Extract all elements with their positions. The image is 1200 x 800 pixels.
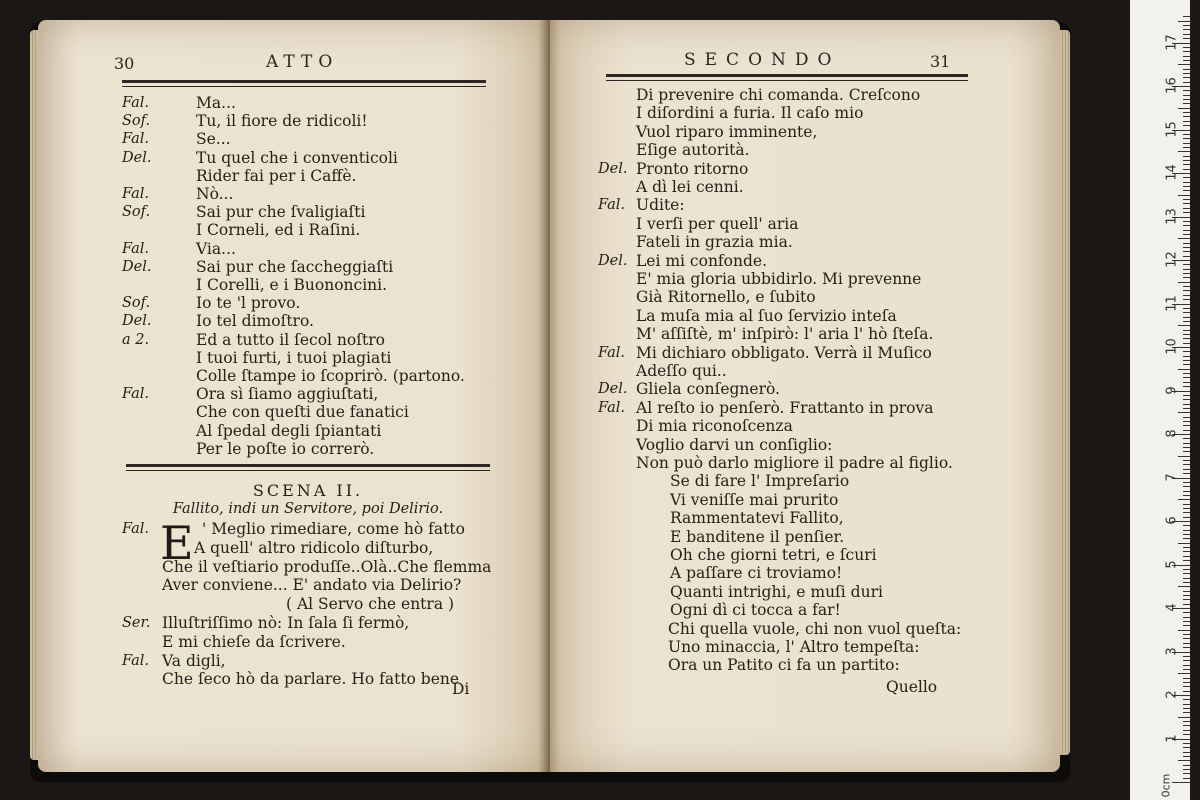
ruler-tick [1183,656,1190,657]
ruler-tick [1183,125,1190,126]
ruler-tick [1183,534,1190,535]
speaker-label: Fal. [598,197,625,214]
ruler-number: 15 [1164,120,1180,138]
ruler-tick [1183,343,1190,344]
verse-line: I diſordini a furia. Il caſo mio [636,104,864,123]
header-rule-thin [606,80,968,81]
ruler-tick [1183,269,1190,270]
ruler-tick [1183,95,1190,96]
ruler-tick [1183,404,1190,405]
ruler-tick [1183,495,1190,496]
ruler-tick [1183,582,1190,583]
speaker-label: Ser. [122,615,151,631]
ruler-tick [1178,717,1190,718]
ruler-tick [1183,360,1190,361]
verse-line: Ma... [196,94,236,112]
ruler-tick [1183,508,1190,509]
ruler-tick [1178,456,1190,457]
ruler-number: 10 [1164,338,1180,355]
ruler-tick [1183,103,1190,104]
ruler-tick [1183,469,1190,470]
verse-line: I verſi per quell' aria [636,214,799,233]
ruler-number: 7 [1164,472,1180,482]
ruler-tick [1178,673,1190,674]
ruler-tick [1178,499,1190,500]
verse-line: M' aſſiſtè, m' inſpirò: l' aria l' hò ſteſa. [636,325,934,344]
ruler-tick [1183,752,1190,753]
ruler-tick [1183,725,1190,726]
ruler-tick [1183,595,1190,596]
ruler-tick [1183,160,1190,161]
ruler-tick [1178,412,1190,413]
ruler-tick [1183,691,1190,692]
ruler-tick [1183,190,1190,191]
verse-line: Che il veſtiario produſſe..Olà..Che flemma [162,557,492,576]
verse-line: Via... [196,239,236,258]
ruler-tick [1183,321,1190,322]
ruler-tick [1183,778,1190,779]
ruler-tick [1183,286,1190,287]
running-header: ATTO [266,52,339,72]
ruler-tick [1183,177,1190,178]
verse-line: Nò... [196,185,234,203]
ruler-tick [1183,199,1190,200]
ruler-tick [1183,69,1190,70]
ruler-tick [1183,686,1190,687]
ruler-tick [1183,356,1190,357]
verse-line: ' Meglio rimediare, come hò fatto [202,520,465,538]
scene-rule-thin [126,470,490,471]
verse-line: Sai pur che ſvaligiaſti [196,203,366,222]
verse-line: Ora sì ſiamo aggiuſtati, [196,385,379,404]
catchword: Quello [886,678,938,696]
verse-line: Non può darlo migliore il padre al figlio. [636,454,953,472]
speaker-label: Fal. [122,386,149,403]
ruler-tick [1183,408,1190,409]
ruler-number: 2 [1164,690,1180,699]
ruler-tick [1183,525,1190,526]
ruler-tick [1183,682,1190,683]
verse-line: Lei mi confonde. [636,251,768,270]
verse-line: Illuſtriſſimo nò: In ſala ſi fermò, [162,614,410,632]
ruler-tick [1183,482,1190,483]
ruler-tick [1183,277,1190,278]
ruler-tick [1183,569,1190,570]
verse-line: Ora un Patito ci fa un partito: [668,656,900,675]
speaker-label: Del. [598,160,628,177]
ruler-tick [1183,743,1190,744]
verse-line: Adeſſo qui.. [636,362,727,380]
ruler-unit-label: 0cm [1159,773,1173,798]
ruler-tick [1183,38,1190,39]
ruler-number: 6 [1164,516,1180,525]
ruler-tick [1183,90,1190,91]
ruler-tick [1183,251,1190,252]
ruler-tick [1183,16,1190,17]
ruler-tick [1183,99,1190,100]
verse-line: Eſige autorità. [636,141,750,160]
ruler-tick [1183,604,1190,605]
speaker-label: Sof. [122,113,151,130]
ruler-tick [1183,734,1190,735]
ruler-tick [1178,369,1190,370]
verse-line: E mi chieſe da ſcrivere. [162,632,346,651]
ruler-tick [1183,221,1190,222]
ruler-number: 16 [1164,77,1180,94]
ruler-tick [1183,430,1190,431]
ruler-tick [1183,512,1190,513]
ruler-tick [1183,34,1190,35]
ruler-tick [1178,630,1190,631]
ruler-tick [1178,282,1190,283]
ruler-tick [1183,186,1190,187]
ruler-tick [1183,182,1190,183]
verse-line: Oh che giorni tetri, e ſcuri [670,546,877,564]
ruler-tick [1183,647,1190,648]
speaker-label: a 2. [122,331,150,348]
page-number: 31 [930,52,951,71]
ruler-tick [1183,203,1190,204]
ruler-tick [1183,634,1190,635]
ruler-tick [1183,678,1190,679]
ruler-tick [1183,399,1190,400]
ruler-tick [1183,417,1190,418]
verse-line: Rider fai per i Caffè. [196,166,357,185]
left-page [38,20,550,772]
speaker-label: Del. [122,258,152,275]
ruler-tick [1183,773,1190,774]
verse-line: Tu, il fiore de ridicoli! [196,112,368,131]
ruler-tick [1183,330,1190,331]
verse-line: Udite: [636,196,685,215]
ruler-tick [1183,551,1190,552]
verse-line: Se... [196,130,231,149]
ruler-tick [1183,591,1190,592]
ruler-tick [1183,464,1190,465]
ruler-tick [1183,547,1190,548]
scene-rule [126,464,490,467]
speaker-label: Fal. [122,521,149,537]
verse-line: A dì lei cenni. [636,178,744,196]
ruler-number: 11 [1164,294,1180,312]
ruler-tick [1178,21,1190,22]
ruler-tick [1183,256,1190,257]
ruler-number: 8 [1164,429,1180,438]
ruler-tick [1183,699,1190,700]
ruler-tick [1183,712,1190,713]
header-rule-thin [122,86,486,87]
ruler-number: 1 [1164,733,1180,743]
ruler-number: 12 [1164,251,1180,268]
verse-line: I Corelli, e i Buononcini. [196,276,388,294]
scene-subtitle: Fallito, indi un Servitore, poi Delirio. [172,501,444,517]
ruler-tick [1183,638,1190,639]
speaker-label: Fal. [598,399,625,416]
verse-line: Che con queſti due fanatici [196,403,409,422]
ruler-tick [1183,156,1190,157]
ruler-tick [1183,382,1190,383]
verse-line: Già Ritornello, e ſubito [636,288,816,307]
verse-line: Vuol riparo imminente, [636,122,818,141]
ruler-tick [1183,447,1190,448]
ruler-tick [1183,247,1190,248]
ruler-tick [1183,756,1190,757]
ruler-tick [1183,486,1190,487]
verse-line: A paſſare ci troviamo! [670,564,843,583]
verse-line: I Corneli, ed i Raſini. [196,221,361,240]
ruler-tick [1178,586,1190,587]
ruler-tick [1183,121,1190,122]
speaker-label: Del. [122,313,152,330]
verse-line: Colle ſtampe io ſcoprirò. (partono. [196,367,465,385]
verse-line: Tu quel che i conventicoli [196,148,398,167]
ruler-tick [1183,473,1190,474]
ruler-tick [1183,82,1190,83]
ruler-tick [1183,560,1190,561]
verse-line: Vi veniſſe mai prurito [670,490,839,509]
ruler-tick [1183,625,1190,626]
verse-line: ( Al Servo che entra ) [286,595,455,614]
ruler-tick [1183,765,1190,766]
verse-line: Per le poſte io correrò. [196,439,375,458]
verse-line: A quell' altro ridicolo diſturbo, [194,538,434,557]
ruler-tick [1183,373,1190,374]
ruler-tick [1172,782,1190,783]
verse-line: Pronto ritorno [636,159,749,178]
ruler-tick [1183,77,1190,78]
scene-title: SCENA II. [252,481,364,500]
ruler-tick [1178,151,1190,152]
ruler-tick [1183,460,1190,461]
verse-line: La muſa mia al ſuo ſervizio inteſa [636,306,897,325]
ruler-tick [1178,238,1190,239]
ruler-tick [1183,578,1190,579]
header-rule [606,74,968,77]
ruler-tick [1178,195,1190,196]
ruler-tick [1178,108,1190,109]
ruler-number: 13 [1164,207,1180,225]
speaker-label: Fal. [122,186,149,202]
verse-line: Gliela conſegnerò. [636,380,780,399]
speaker-label: Fal. [122,131,149,148]
ruler-tick [1178,64,1190,65]
ruler-tick [1183,517,1190,518]
ruler-tick [1183,443,1190,444]
speaker-label: Fal. [598,344,625,361]
verse-line: Ed a tutto il ſecol noſtro [196,330,385,349]
right-page [550,20,1060,772]
ruler-tick [1183,747,1190,748]
ruler-tick [1183,573,1190,574]
ruler-tick [1183,530,1190,531]
ruler-tick [1183,299,1190,300]
ruler-tick [1183,290,1190,291]
ruler-tick [1183,138,1190,139]
header-rule [122,80,486,83]
ruler-tick [1183,308,1190,309]
ruler-tick [1183,617,1190,618]
speaker-label: Del. [598,381,628,398]
ruler-tick [1183,317,1190,318]
ruler-tick [1178,325,1190,326]
ruler-tick [1183,660,1190,661]
ruler-tick [1183,312,1190,313]
ruler-number: 17 [1164,33,1180,51]
ruler-tick [1183,264,1190,265]
ruler-tick [1183,669,1190,670]
verse-line: Di prevenire chi comanda. Creſcono [636,86,921,104]
ruler-tick [1183,721,1190,722]
speaker-label: Sof. [122,295,151,312]
ruler-tick [1183,234,1190,235]
verse-line: Uno minaccia, l' Altro tempeſta: [668,638,920,656]
ruler-tick [1183,243,1190,244]
ruler-tick [1183,212,1190,213]
ruler-tick [1183,338,1190,339]
ruler-tick [1183,116,1190,117]
ruler-tick [1183,47,1190,48]
speaker-label: Del. [122,149,152,166]
drop-cap: E [160,516,194,570]
ruler-tick [1183,73,1190,74]
ruler-tick [1183,451,1190,452]
ruler-tick [1183,25,1190,26]
ruler-tick [1183,143,1190,144]
verse-line: Che ſeco hò da parlare. Ho fatto bene [162,670,460,689]
measurement-ruler [1130,0,1190,800]
verse-line: E' mia gloria ubbidirlo. Mi prevenne [636,270,922,288]
verse-line: Voglio darvi un conſiglio: [636,435,833,454]
ruler-tick [1178,760,1190,761]
ruler-tick [1183,421,1190,422]
ruler-tick [1183,438,1190,439]
ruler-tick [1183,60,1190,61]
verse-line: Al reſto io penſerò. Frattanto in prova [636,398,934,417]
verse-line: Chi quella vuole, chi non vuol queſta: [668,619,962,638]
ruler-tick [1183,364,1190,365]
verse-line: Ogni dì ci tocca a far! [670,601,841,620]
ruler-tick [1183,504,1190,505]
verse-line: Io te 'l provo. [196,294,301,313]
speaker-label: Del. [598,252,628,269]
ruler-tick [1183,208,1190,209]
ruler-tick [1183,225,1190,226]
ruler-number: 14 [1164,164,1180,181]
ruler-tick [1183,334,1190,335]
ruler-tick [1183,708,1190,709]
speaker-label: Fal. [122,95,149,111]
ruler-tick [1178,543,1190,544]
verse-line: Va digli, [162,651,226,670]
ruler-tick [1183,612,1190,613]
ruler-tick [1183,377,1190,378]
ruler-tick [1183,295,1190,296]
verse-line: Mi dichiaro obbligato. Verrà il Muſico [636,343,932,362]
verse-line: Quanti intrighi, e muſi duri [670,582,883,601]
verse-line: Sai pur che ſaccheggiaſti [196,257,394,276]
verse-line: Se di fare l' Impreſario [670,472,850,491]
ruler-number: 9 [1164,385,1180,395]
ruler-tick [1183,643,1190,644]
ruler-tick [1183,425,1190,426]
speaker-label: Fal. [122,240,149,257]
ruler-tick [1183,386,1190,387]
ruler-tick [1183,599,1190,600]
verse-line: Io tel dimoſtro. [196,312,314,331]
ruler-tick [1183,491,1190,492]
verse-line: Aver conviene... E' andato via Delirio? [162,576,462,595]
verse-line: I tuoi furti, i tuoi plagiati [196,348,392,367]
catchword: Di [452,680,470,698]
running-header: SECONDO [684,50,841,70]
ruler-tick [1183,51,1190,52]
ruler-tick [1183,704,1190,705]
verse-line: Al ſpedal degli ſpiantati [196,421,382,440]
ruler-tick [1183,29,1190,30]
ruler-tick [1183,230,1190,231]
verse-line: Fateli in grazia mia. [636,233,793,252]
ruler-number: 3 [1164,646,1180,656]
ruler-tick [1183,621,1190,622]
verse-line: Rammentatevi Fallito, [670,509,844,528]
verse-line: Di mia riconoſcenza [636,417,793,436]
ruler-tick [1183,56,1190,57]
ruler-tick [1183,665,1190,666]
ruler-tick [1183,164,1190,165]
ruler-tick [1183,169,1190,170]
ruler-tick [1183,147,1190,148]
speaker-label: Fal. [122,652,149,669]
ruler-tick [1183,351,1190,352]
verse-line: E banditene il penſier. [670,527,845,546]
ruler-tick [1183,556,1190,557]
ruler-tick [1183,112,1190,113]
ruler-number: 4 [1164,603,1180,612]
speaker-label: Sof. [122,204,151,221]
ruler-tick [1183,538,1190,539]
ruler-number: 5 [1164,559,1180,569]
page-number: 30 [114,54,135,73]
ruler-tick [1183,730,1190,731]
ruler-tick [1183,769,1190,770]
ruler-tick [1183,134,1190,135]
ruler-tick [1183,273,1190,274]
ruler-tick [1183,395,1190,396]
